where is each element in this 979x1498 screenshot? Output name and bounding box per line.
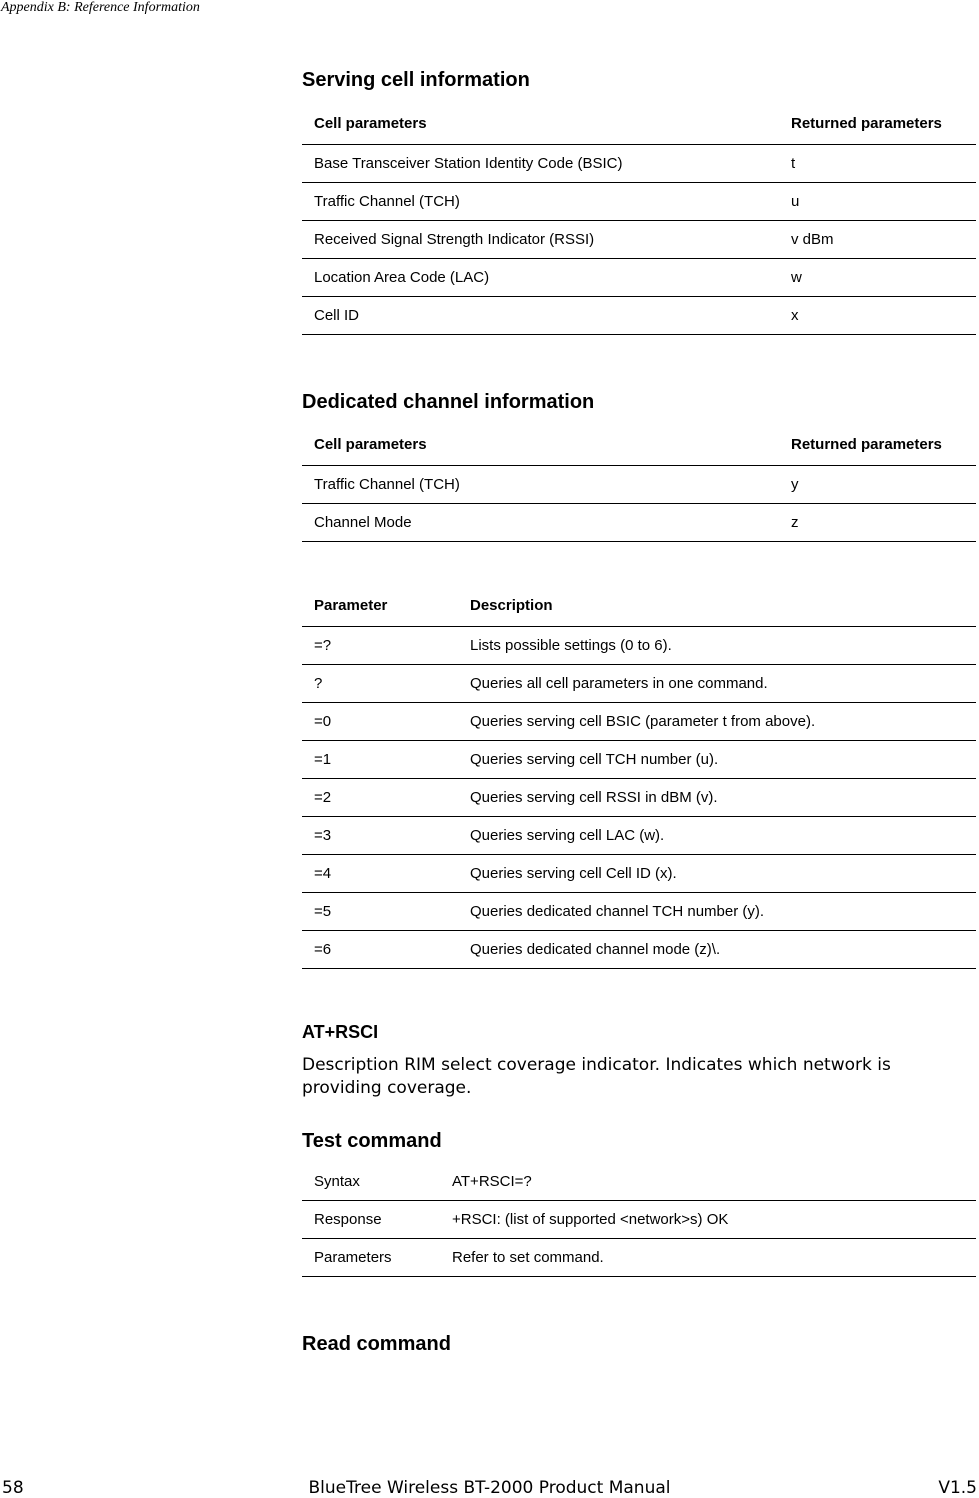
column-header: Cell parameters [302, 105, 779, 145]
table-cell: Cell ID [302, 297, 779, 335]
table-cell: t [779, 145, 976, 183]
table-cell: y [779, 466, 976, 504]
table-cell: x [779, 297, 976, 335]
table-cell: =0 [302, 703, 458, 741]
page-number: 58 [2, 1478, 24, 1498]
table-cell: =? [302, 627, 458, 665]
dedicated-channel-title: Dedicated channel information [302, 391, 595, 413]
running-head: Appendix B: Reference Information [1, 0, 200, 15]
table-cell: Traffic Channel (TCH) [302, 466, 779, 504]
table-row [302, 145, 976, 183]
table-cell: =6 [302, 931, 458, 969]
table-cell: +RSCI: (list of supported <network>s) OK [440, 1201, 976, 1239]
table-cell: Queries all cell parameters in one command. [458, 665, 976, 703]
table-cell: Syntax [302, 1163, 440, 1201]
table-cell: z [779, 504, 976, 542]
table-header-row [302, 426, 976, 466]
table-row [302, 627, 976, 665]
table-cell: Parameters [302, 1239, 440, 1277]
column-header: Returned parameters [779, 105, 976, 145]
table-row [302, 466, 976, 504]
table-cell: Location Area Code (LAC) [302, 259, 779, 297]
table-row [302, 1239, 976, 1277]
table-row [302, 817, 976, 855]
parameter-table [302, 587, 976, 969]
footer-title: BlueTree Wireless BT-2000 Product Manual [308, 1478, 671, 1498]
table-row [302, 855, 976, 893]
table-row [302, 779, 976, 817]
table-cell: Queries serving cell LAC (w). [458, 817, 976, 855]
column-header: Parameter [302, 587, 458, 627]
table-cell: =5 [302, 893, 458, 931]
table-cell: w [779, 259, 976, 297]
table-header-row [302, 105, 976, 145]
table-row [302, 931, 976, 969]
table-row [302, 1201, 976, 1239]
table-row [302, 703, 976, 741]
column-header: Cell parameters [302, 426, 779, 466]
table-cell: Queries serving cell TCH number (u). [458, 741, 976, 779]
table-row [302, 665, 976, 703]
table-row [302, 893, 976, 931]
table-cell: =3 [302, 817, 458, 855]
test-command-table [302, 1163, 976, 1277]
dedicated-channel-table [302, 426, 976, 542]
table-cell: v dBm [779, 221, 976, 259]
table-cell: Queries serving cell BSIC (parameter t from above). [458, 703, 976, 741]
table-cell: Response [302, 1201, 440, 1239]
command-title: AT+RSCI [302, 1022, 379, 1042]
table-cell: Queries serving cell RSSI in dBM (v). [458, 779, 976, 817]
table-cell: Queries dedicated channel mode (z)\. [458, 931, 976, 969]
table-cell: Queries dedicated channel TCH number (y). [458, 893, 976, 931]
read-command-title: Read command [302, 1333, 451, 1355]
serving-cell-table [302, 105, 976, 335]
table-row [302, 297, 976, 335]
serving-cell-title: Serving cell information [302, 69, 530, 91]
table-cell: Base Transceiver Station Identity Code (BSIC) [302, 145, 779, 183]
table-cell: AT+RSCI=? [440, 1163, 976, 1201]
table-cell: Lists possible settings (0 to 6). [458, 627, 976, 665]
table-row [302, 504, 976, 542]
table-row [302, 221, 976, 259]
table-cell: =4 [302, 855, 458, 893]
table-cell: Refer to set command. [440, 1239, 976, 1277]
table-cell: Traffic Channel (TCH) [302, 183, 779, 221]
table-cell: =1 [302, 741, 458, 779]
table-row [302, 741, 976, 779]
table-cell: u [779, 183, 976, 221]
column-header: Returned parameters [779, 426, 976, 466]
table-cell: Channel Mode [302, 504, 779, 542]
table-cell: =2 [302, 779, 458, 817]
table-row [302, 183, 976, 221]
table-header-row [302, 587, 976, 627]
table-cell: ? [302, 665, 458, 703]
table-row [302, 1163, 976, 1201]
command-description: Description RIM select coverage indicator. Indicates which network is providing coverage. [302, 1055, 891, 1098]
table-cell: Received Signal Strength Indicator (RSSI) [302, 221, 779, 259]
table-cell: Queries serving cell Cell ID (x). [458, 855, 976, 893]
version-label: V1.5 [938, 1478, 977, 1498]
table-row [302, 259, 976, 297]
column-header: Description [458, 587, 976, 627]
test-command-title: Test command [302, 1130, 442, 1152]
